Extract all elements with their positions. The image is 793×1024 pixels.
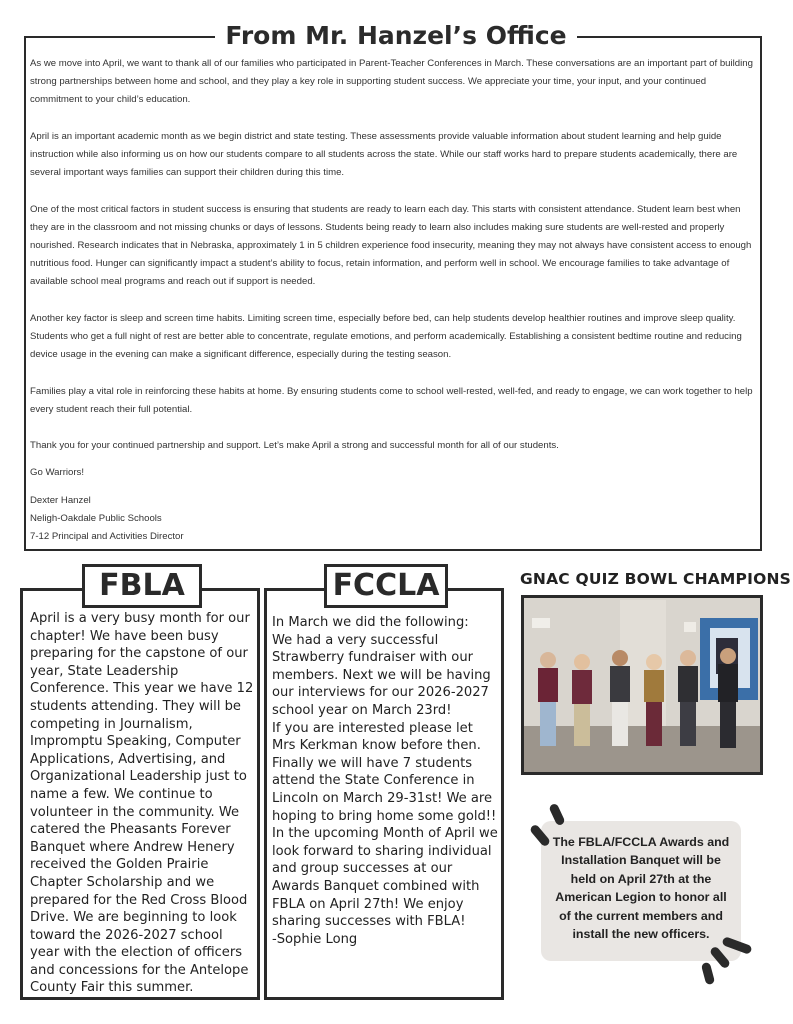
quiz-bowl-title: GNAC QUIZ BOWL CHAMPIONS <box>520 570 791 588</box>
office-paragraph-2: April is an important academic month as we begin district and state testing. These assessments provide valuable information about student learning and help guide instruction while also informing us on how our students compare to all students across the state. While our staff works hard to prepare students academically, there are several important ways families can support their children during this time. <box>30 130 738 179</box>
team-photo-illustration <box>524 598 760 772</box>
office-paragraph-6: Thank you for your continued partnership and support. Let’s make April a strong and successful month for all of our students. <box>30 440 559 452</box>
office-paragraph-3: One of the most critical factors in student success is ensuring that students are ready to learn each day. This starts with consistent attendance. Student learn best when they are in the classroom and not missing chunks or days of lessons. Students being ready to learn also includes making sure students are well-rested and properly nourished. Research indicates that in Nebraska, approximately 1 in 5 children experience food insecurity, meaning they may not always have consistent access to enough nutritious food. Hunger can significantly impact a student’s ability to focus, retain information, and perform well in school. We encourage families to take advantage of available school meal programs and reach out if support is needed. <box>30 203 752 288</box>
fbla-body: April is a very busy month for our chapter! We have been busy preparing for the capstone of our year, State Leadership Conference. This year we have 12 students attending. They will be competing in Journalism, Impromptu Speaking, Computer Applications, Advertising, and Organizational Leadership just to name a few. We continue to volunteer in the community. We catered the Pheasants Forever Banquet where Andrew Henery received the Golden Prairie Chapter Scholarship and we prepared for the Red Cross Blood Drive. We are beginning to look toward the 2026-2027 school year with the election of officers and concessions for the Antelope County Fair this summer. <box>30 611 254 996</box>
office-letter-title: From Mr. Hanzel’s Office <box>215 18 577 54</box>
quiz-bowl-team-photo <box>521 595 763 775</box>
office-closing: Go Warriors! <box>30 467 85 479</box>
office-paragraph-4: Another key factor is sleep and screen time habits. Limiting screen time, especially before bed, can help students develop healthier routines and improve sleep quality. Students who get a full night of rest are better able to concentrate, regulate emotions, and perform academically. Establishing a consistent bedtime routine and reducing device usage in the evening can make a significant difference, especially during the testing season. <box>30 312 742 361</box>
office-letter-body <box>30 55 758 546</box>
signature-name: Dexter Hanzel <box>30 494 91 506</box>
decorative-dash <box>701 962 715 986</box>
banquet-announcement-text: The FBLA/FCCLA Awards and Installation Banquet will be held on April 27th at the American Legion to honor all of the current members and install the new officers. <box>552 835 730 942</box>
signature-school: Neligh-Oakdale Public Schools <box>30 512 162 524</box>
fccla-body: In March we did the following: We had a very successful Strawberry fundraiser with our members. Next we will be having our interviews for our 2026-2027 school year on March 23rd! If you are interested please let Mrs Kerkman know before then. Finally we will have 7 students attend the State Conference in Lincoln on March 29-31st! We are hoping to bring home some gold!! In the upcoming Month of April we look forward to sharing individual and group successes at our Awards Banquet combined with FBLA on April 27th! We enjoy sharing successes with FBLA! -Sophie Long <box>272 615 498 947</box>
signature-role: 7-12 Principal and Activities Director <box>30 531 184 542</box>
fccla-title: FCCLA <box>324 564 448 608</box>
fbla-title: FBLA <box>82 564 202 608</box>
office-paragraph-1: As we move into April, we want to thank all of our families who participated in Parent-Teacher Conferences in March. These conversations are an important part of building strong partnerships between home and school, and they play a key role in supporting student success. We appreciate your time, your input, and your continued commitment to your child’s education. <box>30 58 753 106</box>
office-paragraph-5: Families play a vital role in reinforcing these habits at home. By ensuring students come to school well-rested, well-fed, and ready to engage, we can work together to help every student reach their full potential. <box>30 385 753 415</box>
